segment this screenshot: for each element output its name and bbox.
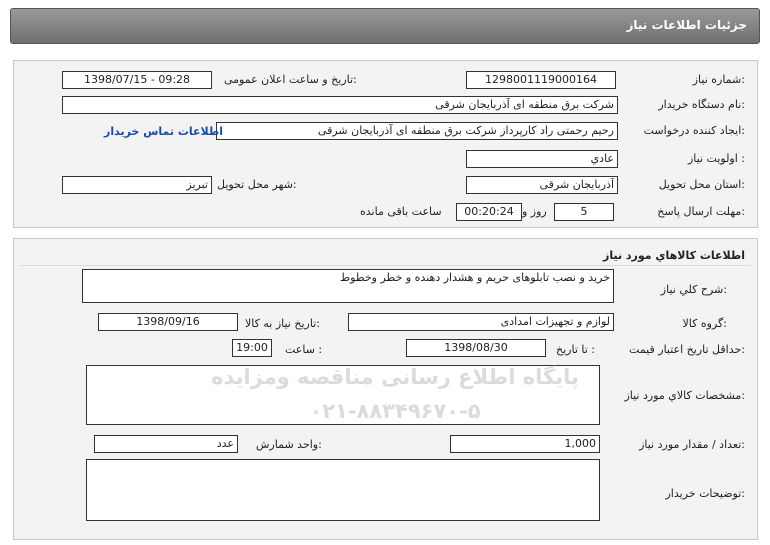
request-creator-field[interactable]: رحیم رحمتی راد کارپرداز شرکت برق منطقه ای آذربایجان شرقی [216, 122, 618, 140]
goods-info-panel [13, 238, 758, 540]
validity-date-field[interactable]: 1398/08/30 [406, 339, 546, 357]
general-desc-label: شرح کلي نياز: [660, 283, 727, 296]
page-title: جزئیات اطلاعات نیاز [626, 18, 747, 32]
deadline-days-suffix: روز و [522, 205, 547, 218]
quantity-field[interactable]: 1,000 [450, 435, 600, 453]
buyer-notes-field[interactable] [86, 459, 600, 521]
announce-datetime-label: تاریخ و ساعت اعلان عمومی: [224, 73, 357, 86]
request-creator-label: ایجاد کننده درخواست: [643, 124, 745, 137]
watermark-line1: پایگاه اطلاع رسانی مناقصه ومزایده [211, 365, 579, 389]
count-unit-field[interactable]: عدد [94, 435, 238, 453]
delivery-province-field[interactable]: آذربایجان شرقی [466, 176, 618, 194]
need-number-field[interactable]: 1298001119000164 [466, 71, 616, 89]
goods-spec-label: مشخصات کالاي مورد نياز: [624, 389, 745, 402]
buyer-contact-link[interactable]: اطلاعات تماس خریدار [104, 125, 224, 138]
deadline-days-field[interactable]: 5 [554, 203, 614, 221]
quantity-label: تعداد / مقدار مورد نیاز: [639, 438, 745, 451]
need-info-panel [13, 60, 758, 228]
goods-group-label: گروه کالا: [682, 317, 727, 330]
section-divider [20, 265, 751, 266]
page-header [10, 8, 760, 44]
validity-time-field[interactable]: 19:00 [232, 339, 272, 357]
deadline-time-field[interactable]: 00:20:24 [456, 203, 522, 221]
priority-label: اولویت نیاز : [687, 152, 745, 165]
watermark-line2: ۰۲۱-۸۸۳۴۹۶۷۰-۵ [309, 399, 481, 423]
priority-field[interactable]: عادي [466, 150, 618, 168]
goods-section-title: اطلاعات کالاهاي مورد نياز [603, 249, 745, 262]
delivery-province-label: استان محل تحویل: [658, 178, 745, 191]
validity-hour-label: ساعت : [285, 343, 323, 356]
count-unit-label: واحد شمارش: [256, 438, 322, 451]
deadline-time-suffix: ساعت باقی مانده [360, 205, 442, 218]
need-date-label: تاریخ نیاز به کالا: [245, 317, 320, 330]
buyer-notes-label: توضیحات خریدار: [665, 487, 745, 500]
price-validity-label: حداقل تاریخ اعتبار قیمت: [629, 343, 745, 356]
until-date-label: تا تاریخ : [556, 343, 595, 356]
buyer-org-label: نام دستگاه خریدار: [658, 98, 745, 111]
response-deadline-label: مهلت ارسال پاسخ: [657, 205, 745, 218]
general-desc-field[interactable]: خرید و نصب تابلوهای حریم و هشدار دهنده و خطر وخطوط [82, 269, 614, 303]
goods-group-field[interactable]: لوازم و تجهیزات امدادی [348, 313, 614, 331]
buyer-org-field[interactable]: شرکت برق منطقه ای آذربایجان شرقی [62, 96, 618, 114]
delivery-city-label: شهر محل تحویل: [217, 178, 297, 191]
announce-datetime-field[interactable]: 1398/07/15 - 09:28 [62, 71, 212, 89]
goods-spec-field[interactable] [86, 365, 600, 425]
need-date-field[interactable]: 1398/09/16 [98, 313, 238, 331]
delivery-city-field[interactable]: تبریز [62, 176, 212, 194]
need-number-label: شماره نیاز: [692, 73, 745, 86]
